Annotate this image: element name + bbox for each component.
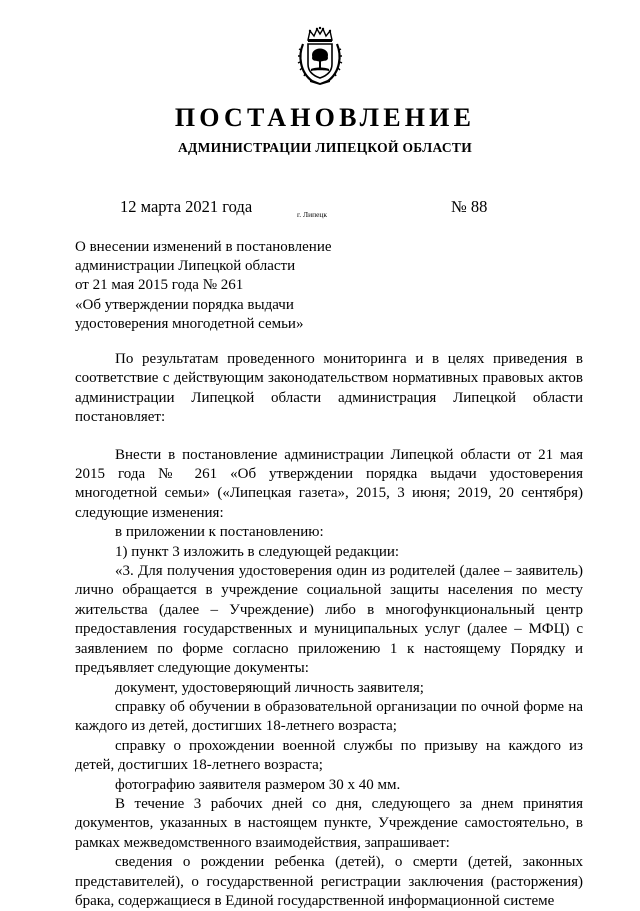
- document-title: ПОСТАНОВЛЕНИЕ: [174, 103, 476, 132]
- subject-line: от 21 мая 2015 года № 261: [75, 277, 244, 294]
- document-body: [75, 350, 583, 911]
- document-city: г. Липецк: [297, 210, 328, 219]
- body-paragraph: По результатам проведенного мониторинга и в целях приведения в соответствие с действующим законодательством нормативных правовых актов администрации Липецкой области администрация Липецкой области постановляет:: [75, 351, 583, 426]
- body-paragraph: «3. Для получения удостоверения один из родителей (далее – заявитель) лично обращается в учреждение социальной защиты населения по месту жительства (далее – Учреждение) либо в многофункциональный центр предоставления государственных и муниципальных услуг (далее – МФЦ) с заявлением по форме согласно приложению 1 к настоящему Порядку и предъявляет следующие документы:: [75, 563, 583, 677]
- subject-line: О внесении изменений в постановление: [75, 239, 332, 255]
- lipetsk-oblast-coat-of-arms-icon: [296, 26, 344, 86]
- document-date: 12 марта 2021 года: [120, 197, 253, 216]
- document-number: № 88: [451, 197, 488, 216]
- subject-line: «Об утверждении порядка выдачи: [75, 296, 294, 313]
- body-paragraph: В течение 3 рабочих дней со дня, следующего за днем принятия документов, указанных в настоящем пункте, Учреждение самостоятельно, в рамках межведомственного взаимодействия, запрашивает:: [75, 795, 583, 851]
- body-paragraph: в приложении к постановлению:: [115, 524, 324, 541]
- body-paragraph: справку о прохождении военной службы по призыву на каждого из детей, достигших 18-летнего возраста;: [75, 737, 583, 774]
- body-paragraph: 1) пункт 3 изложить в следующей редакции:: [115, 543, 400, 560]
- body-paragraph: документ, удостоверяющий личность заявителя;: [115, 679, 424, 696]
- body-paragraph: сведения о рождении ребенка (детей), о смерти (детей, законных представителей), о государственной регистрации заключения (расторжения) брака, содержащиеся в Единой государственной информационной системе: [75, 854, 583, 909]
- body-paragraph: фотографию заявителя размером 30 х 40 мм.: [115, 776, 401, 793]
- body-paragraph: Внести в постановление администрации Липецкой области от 21 мая 2015 года № 261 «Об утверждении порядка выдачи удостоверения многодетной семьи» («Липецкая газета», 2015, 3 июня; 2019, 20 сентября) следующие изменения:: [75, 446, 583, 521]
- document-subject: [75, 238, 395, 334]
- subject-line: администрации Липецкой области: [75, 258, 296, 275]
- issuing-authority: АДМИНИСТРАЦИИ ЛИПЕЦКОЙ ОБЛАСТИ: [177, 140, 473, 155]
- subject-line: удостоверения многодетной семьи»: [75, 315, 304, 332]
- body-paragraph: справку об обучении в образовательной организации по очной форме на каждого из детей, достигших 18-летнего возраста;: [75, 698, 583, 735]
